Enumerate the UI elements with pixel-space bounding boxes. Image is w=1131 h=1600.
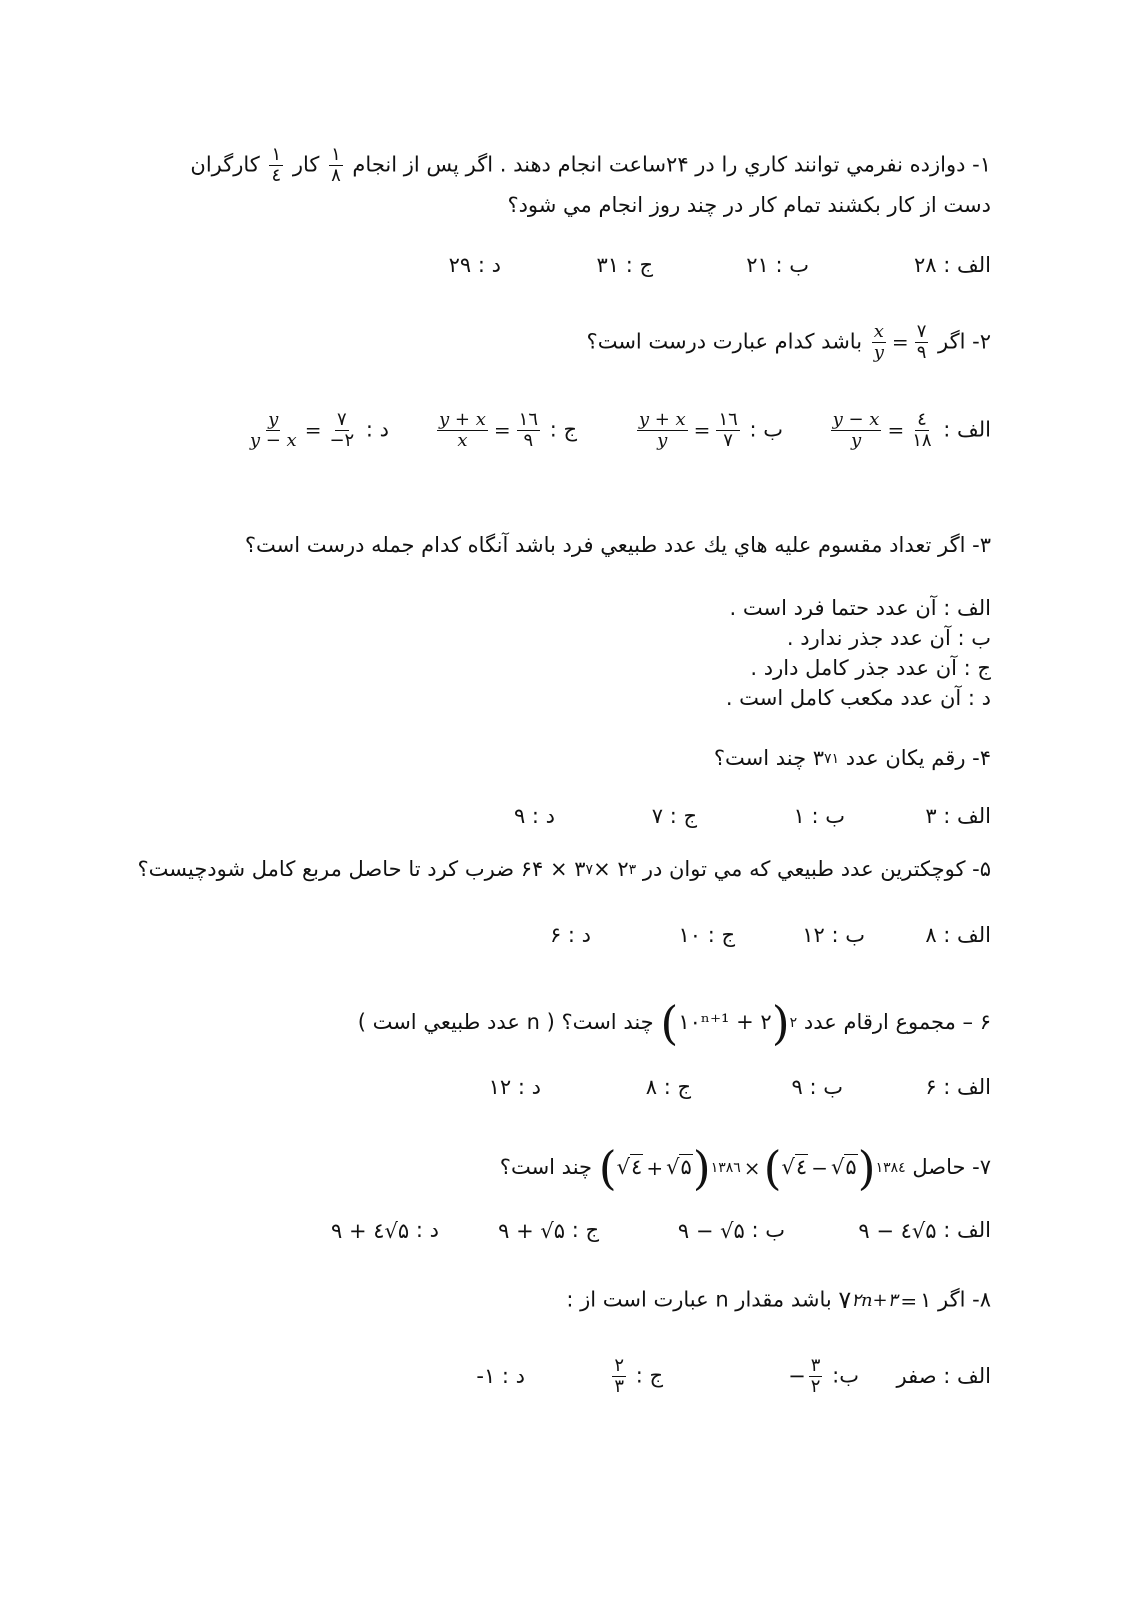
q4-option-b: ب : ۱ xyxy=(793,804,845,828)
q3-option-c: ج : آن عدد جذر كامل دارد . xyxy=(750,656,991,680)
q7-option-d: د : ۹ + ٤√۵ xyxy=(331,1218,439,1243)
q2-lhs-fraction: $\frac{۷}{۹}$ xyxy=(916,321,927,363)
q4-option-d: د : ۹ xyxy=(513,804,555,828)
q8-option-b: ب: − $\frac{۳}{۲}$ xyxy=(788,1355,859,1397)
q7-option-b: ب : ۹ − √۵ xyxy=(677,1218,785,1243)
q8-option-a: الف : صفر xyxy=(896,1364,991,1388)
q2-line xyxy=(587,322,991,363)
q7-option-a: الف : ۹ − ٤√۵ xyxy=(858,1218,991,1243)
q1-text-a: ۱- دوازده نفرمي توانند كاري را در ۲۴ساعت انجام دهند . اگر پس از انجام xyxy=(352,152,991,177)
q3-option-d: د : آن عدد مكعب كامل است . xyxy=(725,686,991,710)
q1-option-c: ج : ۳۱ xyxy=(596,253,653,277)
q1-text-b: كار xyxy=(292,152,320,177)
q5-option-b: ب : ۱۲ xyxy=(802,923,865,947)
q4-option-a: الف : ۳ xyxy=(925,804,991,828)
q2-equation: $\frac{x}{y}$ = $\frac{۷}{۹}$ xyxy=(873,321,927,363)
q2-rhs-fraction: $\frac{x}{y}$ xyxy=(873,321,884,363)
q2-option-a: الف : $\frac{y - x}{y}$ = $\frac{٤}{۱۸}$ xyxy=(832,409,991,451)
q6-option-a: الف : ۶ xyxy=(925,1075,991,1099)
q5-option-c: ج : ۱۰ xyxy=(678,923,735,947)
q4-line: ۴- رقم يكان عدد ۳ ۷۱ چند است؟ xyxy=(714,745,991,773)
q1-option-d: د : ۲۹ xyxy=(448,253,501,277)
q1-line1 xyxy=(190,145,991,186)
q5-option-a: الف : ۸ xyxy=(925,923,991,947)
q7-expression: ( √٤ + √۵ ) ۱۳۸٦ × ( √٤ − √۵ ) ۱۳۸٤ xyxy=(598,1141,906,1195)
q3-option-b: ب : آن عدد جذر ندارد . xyxy=(786,626,991,650)
q2-suffix: باشد كدام عبارت درست است؟ xyxy=(586,329,863,354)
q6-option-b: ب : ۹ xyxy=(791,1075,843,1099)
q7-option-c: ج : ۹ + √۵ xyxy=(498,1218,599,1243)
q8-equation: ۷ ۲n+۳ = ۱ xyxy=(838,1286,932,1314)
q6-line: ۶ – مجموع ارقام عدد ( ۱۰ⁿ⁺¹ + ۲ ) ۲ چند است؟ ( n عدد طبيعي است ) xyxy=(357,996,991,1050)
q3-option-a: الف : آن عدد حتما فرد است . xyxy=(729,596,991,620)
q6-expression: ( ۱۰ⁿ⁺¹ + ۲ ) ۲ xyxy=(660,996,798,1050)
q2-prefix: ۲- اگر xyxy=(938,329,991,354)
q4-option-c: ج : ۷ xyxy=(651,804,697,828)
q4-power: ۳ ۷۱ xyxy=(812,746,840,771)
q2-option-c: ج : $\frac{y + x}{x}$ = $\frac{۱٦}{۹}$ xyxy=(439,409,577,451)
q1-line2: دست از كار بكشند تمام كار در چند روز انجام مي شود؟ xyxy=(507,193,991,217)
q5-line: ۵- كوچكترين عدد طبيعي كه مي توان در ۶۴ × ۳ ۷ × ۲ ۳ ضرب كرد تا حاصل مربع كامل شودچيست؟ xyxy=(137,856,991,884)
q2-option-d: د : $\frac{y}{y - x}$ = $\frac{۷}{-۲}$ xyxy=(249,409,389,451)
q1-option-a: الف : ۲۸ xyxy=(914,253,991,277)
q1-text-c: كارگران xyxy=(190,152,260,177)
q5-expression: ۶۴ × ۳ ۷ × ۲ ۳ xyxy=(520,857,637,882)
q7-line: ۷- حاصل ( √٤ + √۵ ) ۱۳۸٦ × ( √٤ − √۵ ) ۱۳۸٤ چند است؟ xyxy=(499,1141,991,1195)
q8-option-d: د : ۱- xyxy=(476,1364,525,1388)
q8-line: ۸- اگر ۷ ۲n+۳ = ۱ باشد مقدار n عبارت است از : xyxy=(566,1285,991,1316)
q1-fraction-1: $\frac{۱}{۸}$ xyxy=(331,144,341,186)
q6-option-c: ج : ۸ xyxy=(645,1075,691,1099)
q2-option-b: ب : $\frac{y + x}{y}$ = $\frac{۱٦}{۷}$ xyxy=(638,409,783,451)
q3-question: ۳- اگر تعداد مقسوم عليه هاي يك عدد طبيعي فرد باشد آنگاه كدام جمله درست است؟ xyxy=(244,533,991,557)
q5-option-d: د : ۶ xyxy=(549,923,591,947)
q1-option-b: ب : ۲۱ xyxy=(746,253,809,277)
q8-option-c: ج : $\frac{۲}{۳}$ xyxy=(614,1355,663,1397)
q6-option-d: د : ۱۲ xyxy=(488,1075,541,1099)
q1-fraction-2: $\frac{۱}{٤}$ xyxy=(271,144,282,186)
